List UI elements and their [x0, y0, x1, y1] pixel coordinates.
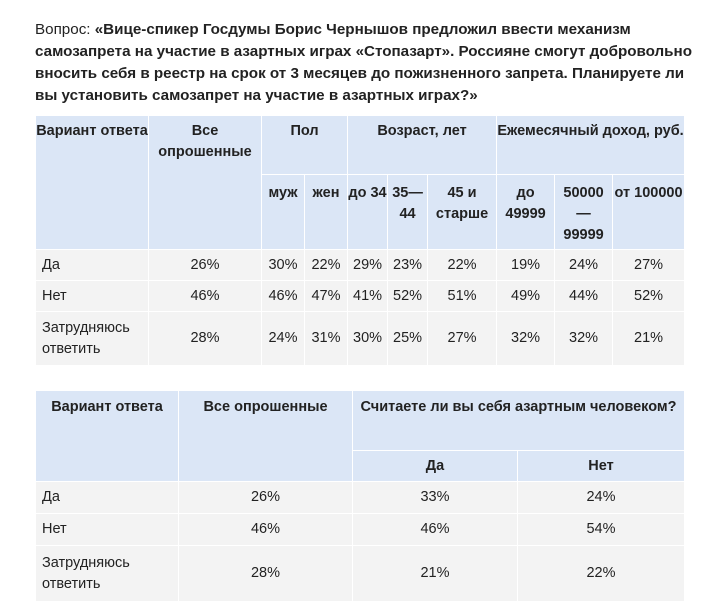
row-label: Затрудняюсь ответить — [36, 546, 179, 602]
question-prefix: Вопрос: — [35, 21, 95, 38]
cell: 30% — [262, 250, 305, 281]
table-row — [36, 312, 685, 366]
cell: 24% — [555, 250, 613, 281]
subheader-income-low: до 49999 — [497, 175, 555, 250]
subheader-male: муж — [262, 175, 305, 250]
cell-all: 46% — [179, 514, 353, 546]
header-income: Ежемесячный доход, руб. — [497, 116, 685, 175]
table-row — [36, 514, 685, 546]
row-label: Нет — [36, 281, 149, 312]
cell: 24% — [262, 312, 305, 366]
cell: 47% — [305, 281, 348, 312]
cell: 31% — [305, 312, 348, 366]
subheader-age-35-44: 35—44 — [388, 175, 428, 250]
cell: 44% — [555, 281, 613, 312]
subheader-no: Нет — [518, 451, 685, 482]
subheader-age-45-plus: 45 и старше — [428, 175, 497, 250]
cell: 22% — [305, 250, 348, 281]
cell: 54% — [518, 514, 685, 546]
cell-all: 28% — [179, 546, 353, 602]
row-label: Да — [36, 250, 149, 281]
cell: 46% — [262, 281, 305, 312]
header-gender: Пол — [262, 116, 348, 175]
cell: 27% — [428, 312, 497, 366]
cell-all: 28% — [149, 312, 262, 366]
cell-all: 26% — [149, 250, 262, 281]
subheader-yes: Да — [353, 451, 518, 482]
cell: 23% — [388, 250, 428, 281]
cell: 52% — [613, 281, 685, 312]
cell: 22% — [518, 546, 685, 602]
question-body: «Вице-спикер Госдумы Борис Чернышов предложил ввести механизм самозапрета на участие в азартных играх «Стопазарт». Россияне смогут добровольно вносить себя в реестр на срок от 3 месяцев до пожизненного запрета. Планируете ли вы установить самозапрет на участие в азартных играх?» — [35, 21, 692, 104]
cell: 32% — [497, 312, 555, 366]
subheader-female: жен — [305, 175, 348, 250]
cell: 27% — [613, 250, 685, 281]
cell: 32% — [555, 312, 613, 366]
cell: 25% — [388, 312, 428, 366]
cell: 33% — [353, 482, 518, 514]
row-label: Затрудняюсь ответить — [36, 312, 149, 366]
header-all-respondents: Все опрошенные — [179, 391, 353, 482]
cell: 52% — [388, 281, 428, 312]
question-text — [35, 19, 695, 107]
survey-table-by-gambling-self-assessment — [35, 390, 685, 602]
table-row — [36, 546, 685, 602]
cell: 21% — [613, 312, 685, 366]
cell: 51% — [428, 281, 497, 312]
row-label: Нет — [36, 514, 179, 546]
cell: 30% — [348, 312, 388, 366]
subheader-income-high: от 100000 — [613, 175, 685, 250]
cell-all: 26% — [179, 482, 353, 514]
cell: 41% — [348, 281, 388, 312]
cell: 46% — [353, 514, 518, 546]
header-all-respondents: Все опрошенные — [149, 116, 262, 250]
row-label: Да — [36, 482, 179, 514]
cell: 24% — [518, 482, 685, 514]
table-row — [36, 250, 685, 281]
cell: 19% — [497, 250, 555, 281]
cell: 49% — [497, 281, 555, 312]
cell: 29% — [348, 250, 388, 281]
header-answer-option: Вариант ответа — [36, 116, 149, 250]
header-answer-option: Вариант ответа — [36, 391, 179, 482]
table-row — [36, 281, 685, 312]
header-gambler-question: Считаете ли вы себя азартным человеком? — [353, 391, 685, 451]
survey-table-by-demographics — [35, 115, 685, 366]
subheader-age-under-34: до 34 — [348, 175, 388, 250]
cell-all: 46% — [149, 281, 262, 312]
cell: 22% — [428, 250, 497, 281]
table-row — [36, 482, 685, 514]
header-age: Возраст, лет — [348, 116, 497, 175]
cell: 21% — [353, 546, 518, 602]
subheader-income-mid: 50000 — 99999 — [555, 175, 613, 250]
